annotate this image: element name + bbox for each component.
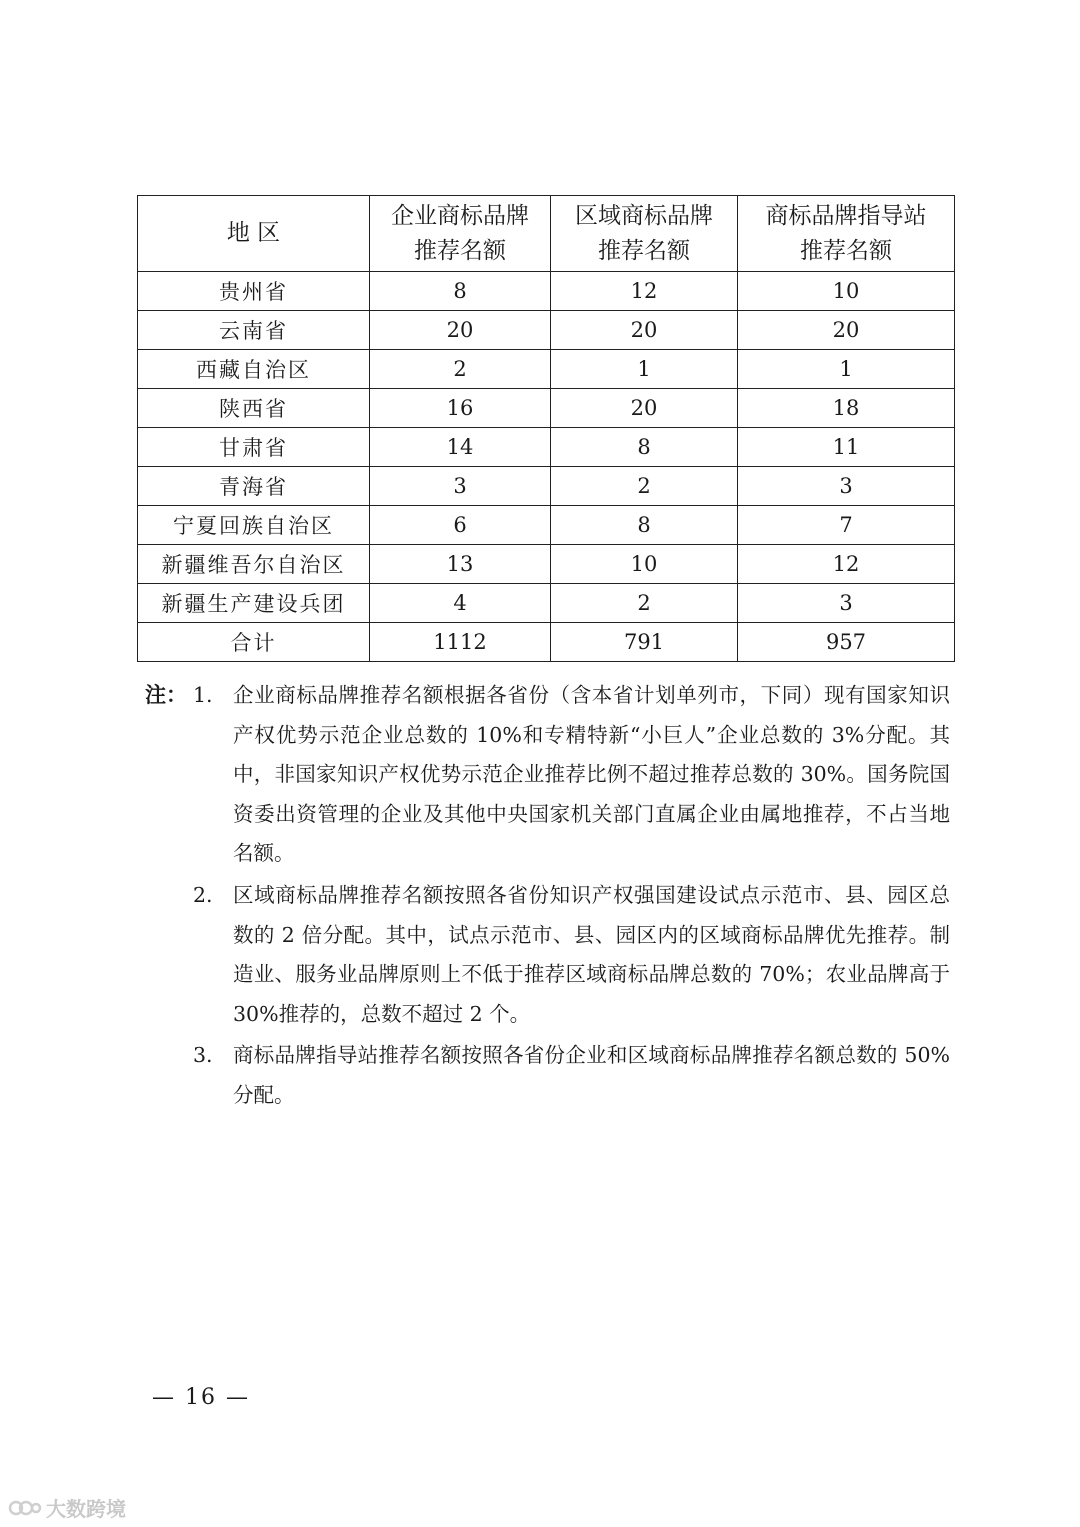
cell-station: 11: [738, 428, 955, 467]
cell-enterprise: 20: [370, 311, 551, 350]
note-number: 2.: [193, 882, 213, 907]
note-text: 商标品牌指导站推荐名额按照各省份企业和区域商标品牌推荐名额总数的 50%分配。: [233, 1043, 950, 1107]
header-enterprise-line1: 企业商标品牌: [391, 202, 529, 229]
table-row: [138, 389, 955, 428]
notes-label: 注：: [145, 683, 187, 707]
cell-total-enterprise: 1112: [370, 623, 551, 662]
cell-area: 8: [551, 506, 738, 545]
cell-station: 7: [738, 506, 955, 545]
note-item: [145, 876, 950, 1034]
note-text: 区域商标品牌推荐名额按照各省份知识产权强国建设试点示范市、县、园区总数的 2 倍分配。其中，试点示范市、县、园区内的区域商标品牌优先推荐。制造业、服务业品牌原则上不低于推荐区域商标品牌总数的 70%；农业品牌高于 30%推荐的，总数不超过 2 个。: [233, 882, 950, 1026]
watermark: [8, 1493, 126, 1522]
header-enterprise-line2: 推荐名额: [414, 237, 506, 264]
note-number: 3.: [193, 1043, 213, 1068]
cell-area: 2: [551, 467, 738, 506]
cell-area: 20: [551, 389, 738, 428]
note-indent: [145, 876, 193, 1034]
cell-area: 12: [551, 272, 738, 311]
table-row: [138, 545, 955, 584]
table-row: [138, 506, 955, 545]
cell-enterprise: 6: [370, 506, 551, 545]
cell-station: 20: [738, 311, 955, 350]
cell-station: 10: [738, 272, 955, 311]
note-item: [145, 1036, 950, 1115]
header-region-label: 地 区: [226, 220, 281, 246]
cell-area: 10: [551, 545, 738, 584]
header-enterprise: [370, 196, 551, 272]
table-row: [138, 311, 955, 350]
cell-station: 1: [738, 350, 955, 389]
header-area-line2: 推荐名额: [598, 237, 690, 264]
cell-region: 云南省: [138, 311, 370, 350]
cell-enterprise: 13: [370, 545, 551, 584]
note-number: 1.: [193, 683, 213, 707]
cell-station: 3: [738, 467, 955, 506]
table-row: [138, 428, 955, 467]
cell-enterprise: 4: [370, 584, 551, 623]
header-station-line1: 商标品牌指导站: [765, 202, 927, 229]
watermark-logo-icon: [8, 1497, 42, 1519]
cell-region: 西藏自治区: [138, 350, 370, 389]
table-row: [138, 584, 955, 623]
cell-enterprise: 14: [370, 428, 551, 467]
table-row: [138, 350, 955, 389]
cell-region: 青海省: [138, 467, 370, 506]
note-text: 企业商标品牌推荐名额根据各省份（含本省计划单列市，下同）现有国家知识产权优势示范企业总数的 10%和专精特新“小巨人”企业总数的 3%分配。其中，非国家知识产权优势示范企业推荐比例不超过推荐总数的 30%。国务院国资委出资管理的企业及其他中央国家机关部门直属企业由属地推荐，不占当地名额。: [233, 683, 950, 866]
cell-total-label: 合计: [138, 623, 370, 662]
cell-region: 贵州省: [138, 272, 370, 311]
cell-region: 新疆生产建设兵团: [138, 584, 370, 623]
note-item: [145, 676, 950, 874]
cell-area: 8: [551, 428, 738, 467]
cell-area: 2: [551, 584, 738, 623]
watermark-text: 大数跨境: [46, 1497, 126, 1521]
header-area-line1: 区域商标品牌: [575, 202, 713, 229]
cell-region: 宁夏回族自治区: [138, 506, 370, 545]
page-number: — 16 —: [152, 1385, 250, 1410]
cell-region: 陕西省: [138, 389, 370, 428]
header-region: [138, 196, 370, 272]
quota-table: [137, 195, 955, 662]
cell-area: 1: [551, 350, 738, 389]
cell-enterprise: 8: [370, 272, 551, 311]
note-indent: [145, 1036, 193, 1115]
table-row: [138, 467, 955, 506]
table-row: [138, 272, 955, 311]
cell-enterprise: 3: [370, 467, 551, 506]
cell-station: 12: [738, 545, 955, 584]
notes-section: [145, 676, 950, 1118]
cell-region: 新疆维吾尔自治区: [138, 545, 370, 584]
header-station: [738, 196, 955, 272]
header-station-line2: 推荐名额: [800, 237, 892, 264]
cell-area: 20: [551, 311, 738, 350]
cell-station: 18: [738, 389, 955, 428]
cell-total-area: 791: [551, 623, 738, 662]
cell-region: 甘肃省: [138, 428, 370, 467]
cell-station: 3: [738, 584, 955, 623]
table-header-row: [138, 196, 955, 272]
cell-total-station: 957: [738, 623, 955, 662]
cell-enterprise: 2: [370, 350, 551, 389]
table-total-row: [138, 623, 955, 662]
cell-enterprise: 16: [370, 389, 551, 428]
header-area: [551, 196, 738, 272]
